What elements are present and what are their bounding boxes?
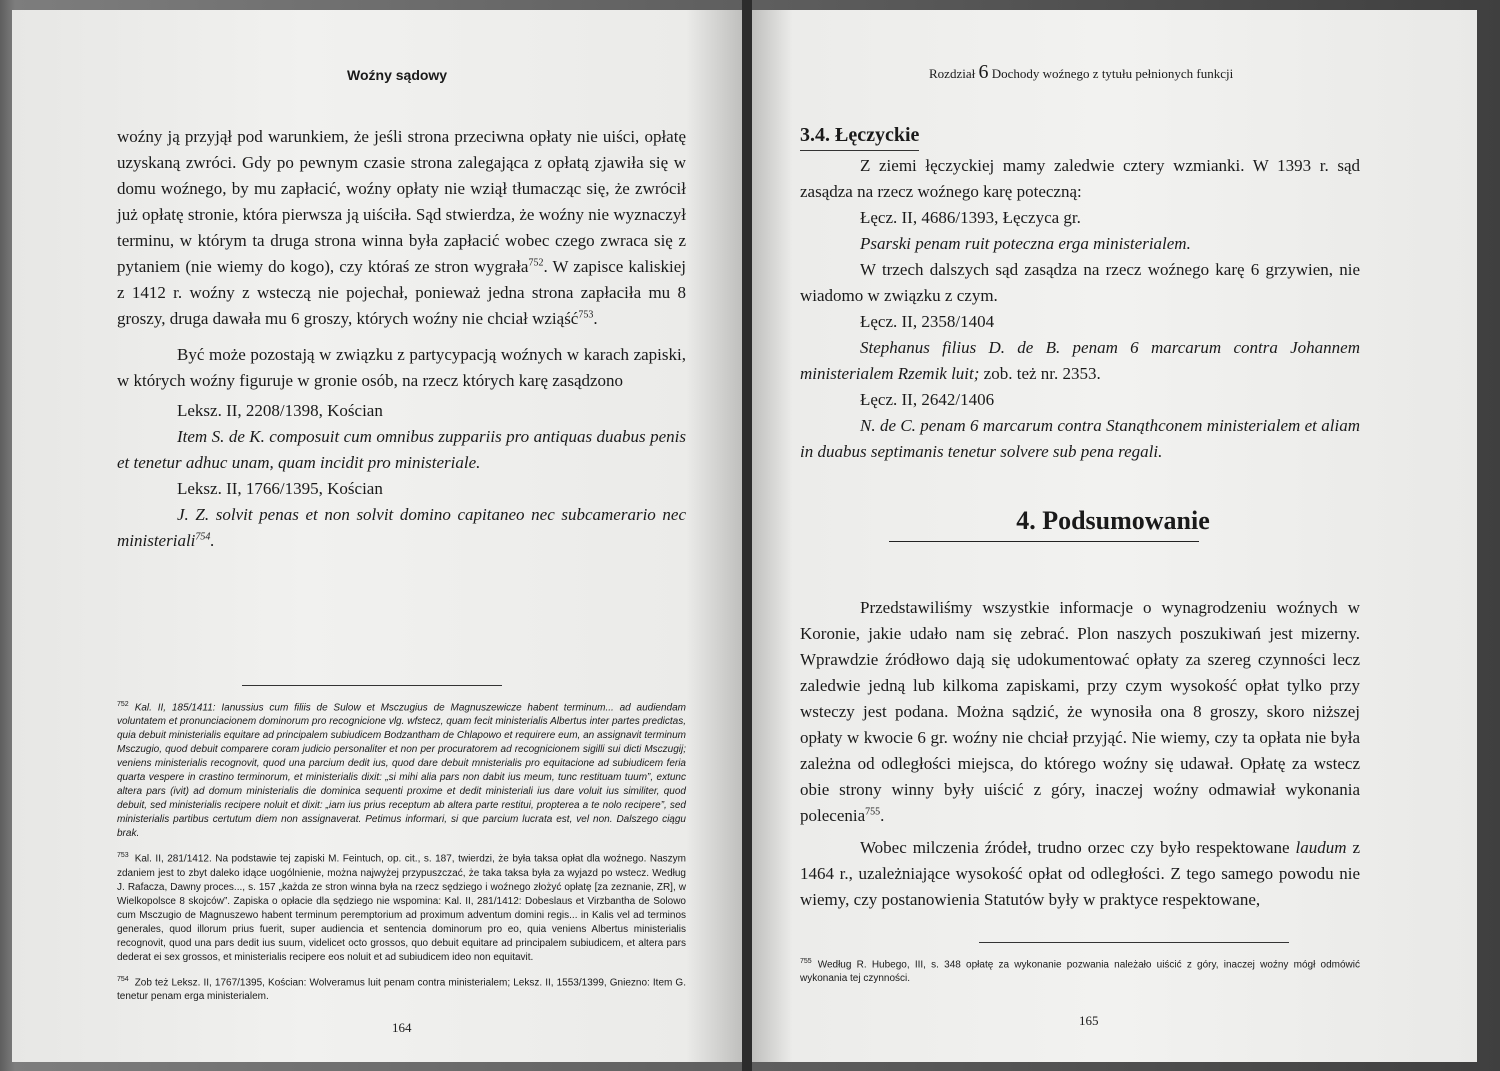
paragraph: Z ziemi łęczyckiej mamy zaledwie cztery wzmianki. W 1393 r. sąd zasądza na rzecz woźnego karę poteczną: bbox=[800, 156, 1360, 201]
running-header-left: Woźny sądowy bbox=[347, 67, 448, 83]
footnote: $^{753}$ Kal. II, 281/1412. Na podstawie tej zapiski M. Feintuch, op. cit., s. 187, twierdzi, że była taksa opłat dla woźnego. Naszym zdaniem jest to zbyt daleko idące uogólnienie, można najwyżej przypuszczać, że taka taksa była za wyjazd po wstecz. Według J. Rafacza, Dawny proces..., s. 157 „każda ze stron winna była na rzecz sędziego i woźnego złożyć opłatę [za zeznanie, ZR], w Wielkopolsce 8 skojców”. Zapiska o opłacie dla sędziego nie wspomina: Kal. II, 281/1412: Dobeslaus et Virzbantha de Solowo cum Msczugio de Magnuszewo habent terminum peremptorium ad proximum adventum domini regis... in Kalis vel ad terminos generales, quod illorum prius fuerit, super audiencia et sentencia dominorum pro eo, quia veniens Albertus ministerialis recognovit, quod una pars dedit ius suum, videlicet octo grossos, quo debuit equitare ad principalem subiudicem, et altera pars dederat ei sex grossos, et ministerialis recipere eos noluit et ad subiudicem ideo non equitavit. bbox=[117, 852, 686, 963]
citation-reference: Leksz. II, 2208/1398, Kościan bbox=[177, 401, 383, 420]
footnote-divider bbox=[979, 942, 1289, 943]
paragraph: woźny ją przyjął pod warunkiem, że jeśli strona przeciwna opłaty nie uiści, opłatę uzyskaną zwróci. Gdy po pewnym czasie strona zalegająca z opłatą zjawiła się w domu woźnego, by mu zapłacić, woźny opłaty nie wziął tłumacząc się, że zwrócił już opłatę stronie, która pierwsza ją uiściła. Sąd stwierdza, że woźny nie wyznaczył terminu, w którym ta druga strona winna była zapłacić wobec czego zwraca się z pytaniem (nie wiemy do kogo), czy któraś ze stron wygrała$^{752}$. W zapisce kaliskiej z 1412 r. woźny z wsteczą nie pojechał, ponieważ jedna strona zapłaciła mu 8 groszy, druga dawała mu 6 groszy, których woźny nie chciał wziąść$^{753}$. bbox=[117, 127, 686, 328]
chapter-heading: 4. Podsumowanie bbox=[1016, 506, 1210, 535]
citation-reference: Leksz. II, 1766/1395, Kościan bbox=[177, 479, 383, 498]
page-number: 165 bbox=[1079, 1013, 1099, 1028]
latin-quote: N. de C. penam 6 marcarum contra Stanąthconem ministerialem et aliam in duabus septimanis tenetur solvere sub pena regali. bbox=[800, 416, 1360, 461]
page-number: 164 bbox=[392, 1020, 412, 1035]
latin-quote: Item S. de K. composuit cum omnibus zuppariis pro antiquas duabus penis et tenetur adhuc unam, quam incidit pro ministeriale. bbox=[117, 427, 686, 472]
heading-underline bbox=[889, 541, 1199, 542]
footnote-ref: 752 bbox=[528, 257, 544, 269]
footnote: $^{754}$ Zob też Leksz. II, 1767/1395, Kościan: Wolveramus luit penam contra ministerialem; Leksz. II, 1553/1399, Gniezno: Item G. tenetur penam erga ministerialem. bbox=[117, 975, 686, 1002]
footnote-divider bbox=[242, 685, 502, 686]
citation-reference: Łęcz. II, 2642/1406 bbox=[860, 390, 995, 409]
left-page bbox=[12, 10, 745, 1062]
footnote-ref: 753 bbox=[578, 309, 594, 321]
left-body-text bbox=[117, 124, 686, 554]
latin-quote: J. Z. solvit penas et non solvit domino capitaneo nec subcamerario nec ministeriali$^{754}$. bbox=[117, 505, 686, 550]
paragraph: Wobec milczenia źródeł, trudno orzec czy było respektowane laudum z 1464 r., uzależniające wysokość opłat od odległości. Z tego samego powodu nie wiemy, czy postanowienia Statutów były w praktyce respektowane, bbox=[800, 838, 1360, 909]
left-footnotes bbox=[117, 698, 686, 1012]
citation-reference: Łęcz. II, 2358/1404 bbox=[860, 312, 995, 331]
paragraph: W trzech dalszych sąd zasądza na rzecz woźnego karę 6 grzywien, nie wiadomo w związku z czym. bbox=[800, 260, 1360, 305]
latin-quote: Psarski penam ruit poteczna erga ministerialem. bbox=[860, 234, 1191, 253]
paragraph: Przedstawiliśmy wszystkie informacje o wynagrodzeniu woźnych w Koronie, jakie udało nam się zebrać. Plon naszych poszukiwań jest mizerny. Wprawdzie źródłowo dają się udokumentować opłaty za szereg czynności lecz zaledwie jedną lub kilkoma zapiskami, przy czym wysokość opłat tylko przy wsteczy jest podana. Można sądzić, że wynosiła ona 8 groszy, skoro niższej opłaty w kwocie 6 gr. woźny nie chciał przyjąć. Nie wiemy, czy ta opłata nie była zależna od odległości miejsca, do którego woźny się udawał. Opłatę za wstecz obie strony winny były uiścić z góry, inaczej woźny odmawiał wykonania polecenia$^{755}$. bbox=[800, 598, 1360, 825]
latin-quote: Stephanus filius D. de B. penam 6 marcarum contra Johannem ministerialem Rzemik luit; zob. też nr. 2353. bbox=[800, 338, 1360, 383]
right-page bbox=[749, 10, 1477, 1062]
section-3-4 bbox=[800, 122, 1360, 465]
footnote-ref: 755 bbox=[865, 806, 881, 818]
running-header-right: Rozdział 6 Dochody woźnego z tytułu pełnionych funkcji bbox=[929, 61, 1234, 83]
citation-reference: Łęcz. II, 4686/1393, Łęczyca gr. bbox=[860, 208, 1081, 227]
book-spine bbox=[742, 0, 752, 1071]
footnote-ref: 754 bbox=[195, 531, 211, 543]
paragraph: Być może pozostają w związku z partycypacją woźnych w karach zapiski, w których woźny figuruje w gronie osób, na rzecz których karę zasądzono bbox=[117, 345, 686, 390]
summary-text bbox=[800, 595, 1360, 913]
footnote: $^{755}$ Według R. Hubego, III, s. 348 opłatę za wykonanie pozwania należało uiścić z góry, inaczej woźny mógł odmówić wykonania tej czynności. bbox=[800, 958, 1360, 985]
section-heading: 3.4. Łęczyckie bbox=[800, 122, 919, 151]
right-footnotes bbox=[800, 955, 1360, 994]
footnote: $^{752}$ Kal. II, 185/1411: Ianussius cum filiis de Sulow et Msczugius de Magnuszewicze habent terminum... ad audiendam voluntatem et pronunciacionem dominorum pro recognicione vlg. wfstecz, quam fecit ministerialis Albertus inter partes predictas, quia debuit ministerialis equitare ad principalem subiudicem Bodzantham de Chlapowo et requirere eum, an assignavit terminum Msczugio, quod debuit comparere coram judicio personaliter et non per procuratorem ad recognicionem sigilli sui dicti Msczugij; veniens ministerialis recognovit, quod una parcium dedit ius, quod dare debuit mnisterialis pro equitacione ad subiudicem feria quarta vespere in crastino terminorum, et ministerialis dixit: „si mihi alia pars non dabit ius meum, tunc restituam tuum”, extunc altera pars (ivit) ad domum ministerialis die dominica sequenti proxime et dedit ministeriali ius dare voluit ius similiter, quod debuit, sed ministerialis recipere noluit et dixit: „iam ius prius receptum ab altera parte restitui, propterea a te nolo recipere”, sed ministerialis partibus certutum diem non assignaverat. Petimus informari, si que parcium lucrata est, vel non. Dalszego ciągu brak. bbox=[117, 701, 686, 840]
